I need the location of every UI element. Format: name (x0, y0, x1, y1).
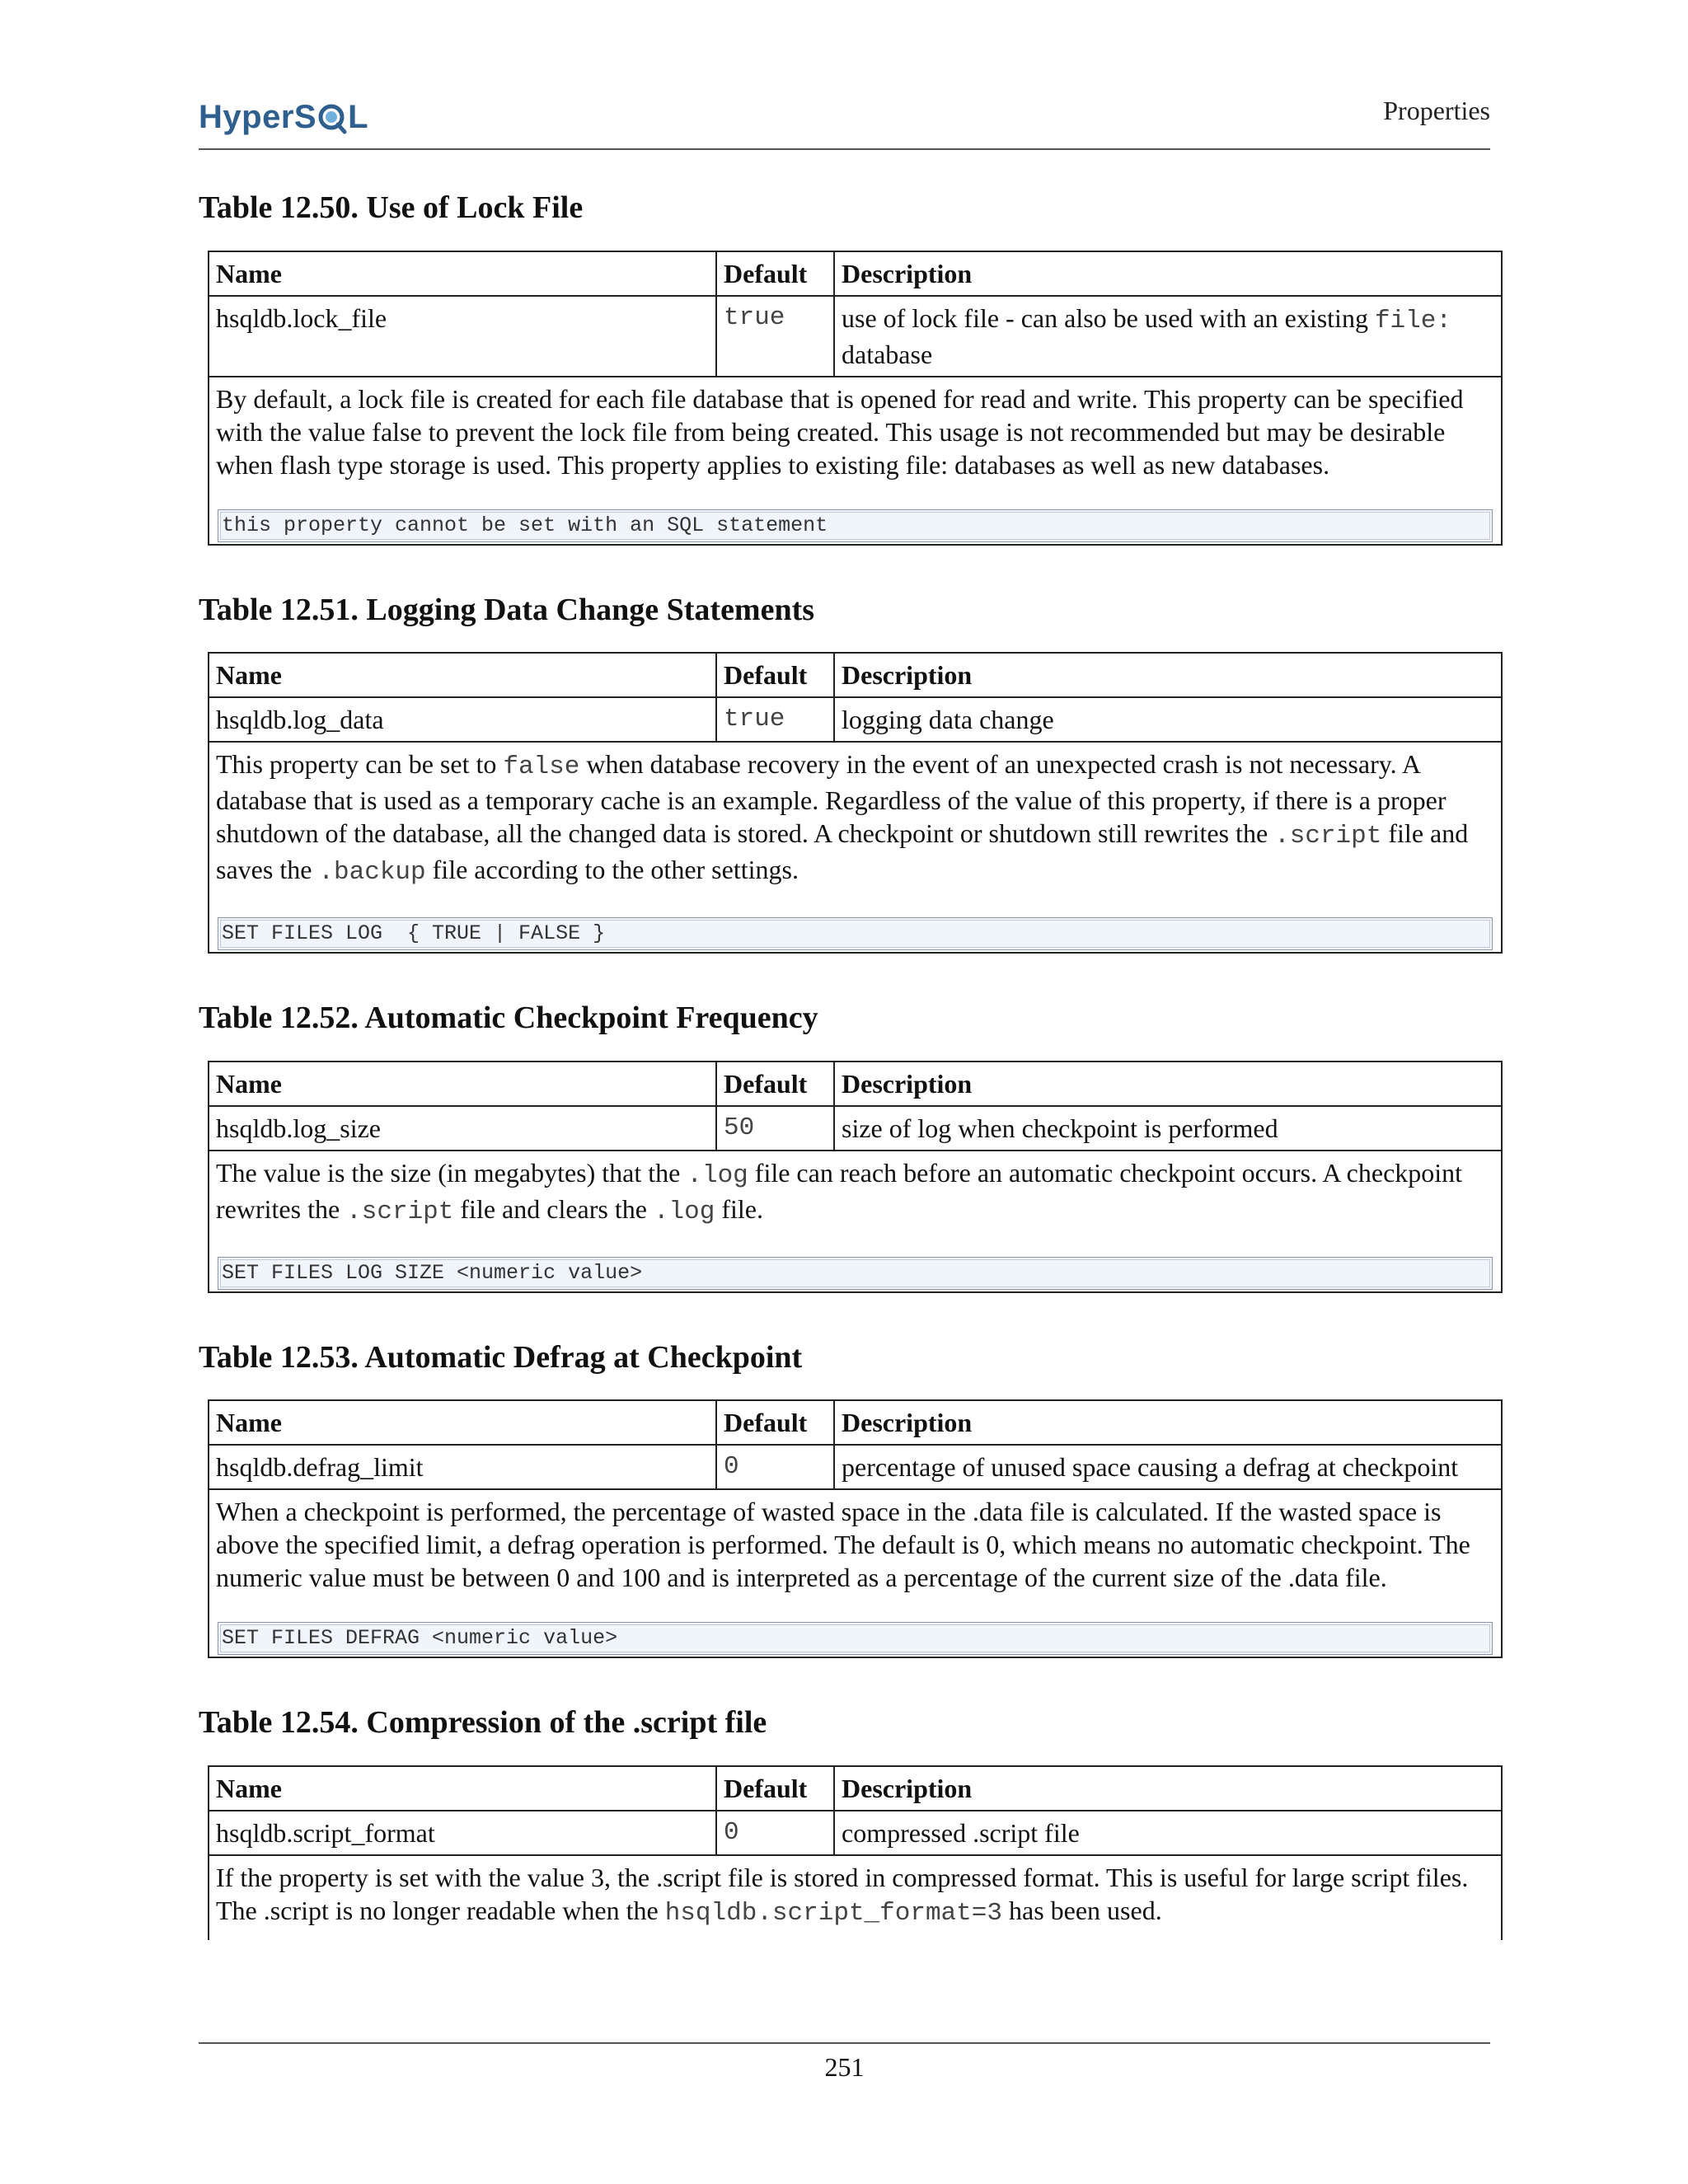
notes-text (216, 1156, 1494, 1229)
notes-part: file can reach before an automatic checkpoint occurs. A checkpoint rewrites the (216, 1157, 1463, 1224)
hypersql-logo (199, 99, 368, 136)
notes-code: .script (1274, 822, 1382, 851)
page-number: 251 (824, 2052, 865, 2082)
property-notes (209, 1856, 1501, 1930)
property-name: hsqldb.lock_file (209, 297, 717, 376)
page-content (199, 190, 1501, 1940)
notes-code: .script (346, 1197, 454, 1226)
notes-code: .log (687, 1160, 748, 1190)
property-name: hsqldb.script_format (209, 1811, 717, 1854)
section-title: Properties (1383, 96, 1490, 125)
logo-text-start: HyperS (199, 99, 317, 135)
sql-statement-box: this property cannot be set with an SQL statement (218, 509, 1493, 542)
page-header (199, 91, 1490, 150)
table-row (209, 1446, 1501, 1490)
property-description: logging data change (842, 705, 1054, 735)
column-header-default: Default (717, 654, 835, 696)
logo-q-magnifier-icon (317, 101, 347, 134)
property-name: hsqldb.defrag_limit (209, 1446, 717, 1488)
property-notes (209, 1151, 1501, 1290)
column-header-name: Name (209, 252, 717, 295)
property-table (208, 251, 1503, 546)
column-header-name: Name (209, 1401, 717, 1444)
notes-code: hsqldb.script_format=3 (664, 1898, 1002, 1928)
property-table (208, 1061, 1503, 1293)
property-description (835, 297, 1501, 376)
table-title: Table 12.50. Use of Lock File (199, 190, 584, 225)
table-title: Table 12.53. Automatic Defrag at Checkpoint (199, 1339, 803, 1375)
notes-code: .log (653, 1197, 715, 1226)
property-table (208, 1399, 1503, 1658)
sql-statement-box: SET FILES LOG SIZE <numeric value> (218, 1257, 1493, 1290)
notes-text: By default, a lock file is created for each file database that is opened for read and write. This property can be specified with the value false to prevent the lock file from being created. This usage is not recommended but may be desirable when flash type storage is used. This property applies to existing file: databases as well as new databases. (216, 383, 1464, 480)
table-row (209, 1811, 1501, 1856)
notes-text (216, 1861, 1494, 1930)
notes-part: when database recovery in the event of an unexpected crash is not necessary. A database that is used as a temporary cache is an example. Regardless of the value of this property, if there is a proper shutdown of the database, all the changed data is stored. A checkpoint or shutdown still rewrites the (216, 749, 1447, 849)
description-text: use of lock file - can also be used with an existing (842, 302, 1375, 333)
notes-part: has been used. (1001, 1895, 1162, 1925)
page-footer (199, 2042, 1490, 2083)
property-name: hsqldb.log_data (209, 698, 717, 741)
property-default: true (717, 698, 835, 741)
table-row (209, 698, 1501, 743)
column-header-description: Description (842, 660, 973, 691)
logo-text-end: L (348, 99, 368, 135)
notes-code: false (503, 752, 580, 782)
column-header-default: Default (717, 1401, 835, 1444)
table-title: Table 12.54. Compression of the .script file (199, 1705, 767, 1741)
property-table (208, 652, 1503, 954)
property-default: 0 (717, 1446, 835, 1488)
column-header-default: Default (717, 252, 835, 295)
notes-part: The value is the size (in megabytes) that the (216, 1157, 687, 1188)
property-default: 0 (717, 1811, 835, 1854)
notes-part: file and saves the (216, 818, 1469, 885)
property-description: size of log when checkpoint is performed (842, 1113, 1278, 1143)
table-header-row (209, 252, 1501, 297)
table-header-row (209, 1062, 1501, 1107)
property-notes (209, 1490, 1501, 1655)
notes-code: .backup (318, 858, 426, 888)
table-header-row (209, 654, 1501, 698)
notes-part: file and clears the (453, 1193, 654, 1224)
property-notes (209, 377, 1501, 542)
table-row (209, 1107, 1501, 1151)
description-text-end: database (842, 339, 933, 369)
column-header-name: Name (209, 654, 717, 696)
column-header-description: Description (842, 258, 973, 288)
property-description: compressed .script file (842, 1817, 1080, 1848)
column-header-default: Default (717, 1767, 835, 1810)
column-header-name: Name (209, 1062, 717, 1105)
description-code: file: (1374, 306, 1451, 335)
column-header-name: Name (209, 1767, 717, 1810)
property-notes (209, 743, 1501, 950)
column-header-default: Default (717, 1062, 835, 1105)
notes-part: file. (715, 1193, 763, 1224)
property-name: hsqldb.log_size (209, 1107, 717, 1150)
notes-text (216, 748, 1494, 889)
column-header-description: Description (842, 1408, 973, 1438)
table-title: Table 12.52. Automatic Checkpoint Frequency (199, 1001, 818, 1036)
table-row (209, 297, 1501, 377)
property-default: true (717, 297, 835, 376)
property-table (208, 1765, 1503, 1940)
property-default: 50 (717, 1107, 835, 1150)
property-description: percentage of unused space causing a defrag at checkpoint (842, 1452, 1459, 1483)
notes-text: When a checkpoint is performed, the percentage of wasted space in the .data file is calculated. If the wasted space is above the specified limit, a defrag operation is performed. The default is 0, which means no automatic checkpoint. The numeric value must be between 0 and 100 and is interpreted as a percentage of the current size of the .data file. (216, 1497, 1470, 1593)
column-header-description: Description (842, 1068, 973, 1099)
table-title: Table 12.51. Logging Data Change Statements (199, 592, 815, 627)
sql-statement-box: SET FILES LOG { TRUE | FALSE } (218, 917, 1493, 950)
sql-statement-box: SET FILES DEFRAG <numeric value> (218, 1622, 1493, 1655)
column-header-description: Description (842, 1773, 973, 1803)
table-header-row (209, 1767, 1501, 1811)
notes-part: This property can be set to (216, 749, 504, 780)
table-header-row (209, 1401, 1501, 1446)
notes-part: file according to the other settings. (425, 855, 799, 885)
notes-part: If the property is set with the value 3, the .script file is stored in compressed format. This is useful for large script files. The .script is no longer readable when the (216, 1862, 1469, 1925)
